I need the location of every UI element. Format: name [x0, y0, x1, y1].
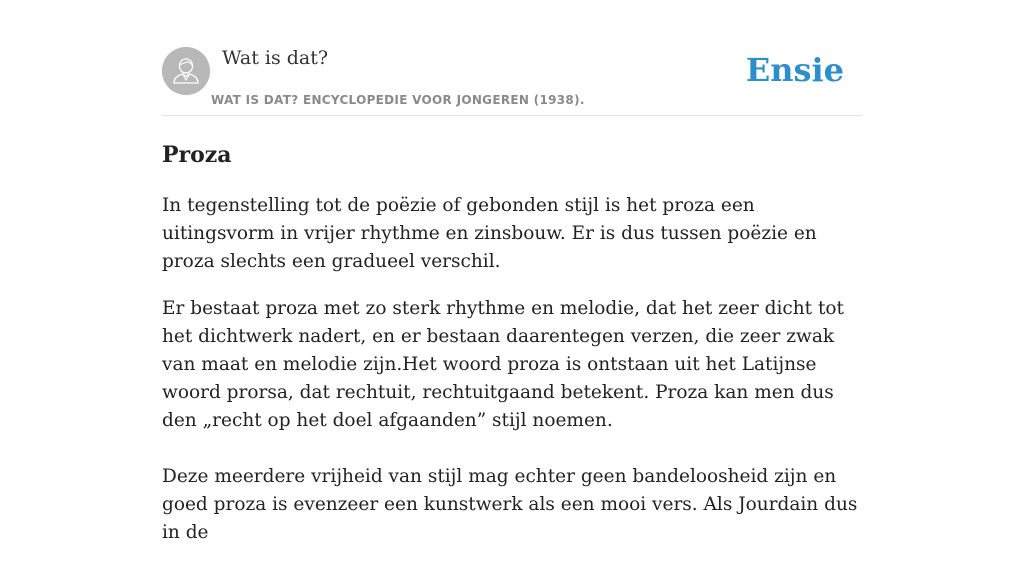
article-paragraph: In tegenstelling tot de poëzie of gebonden stijl is het proza een uitingsvorm in vrijer rhythme en zinsbouw. Er is dus tussen poëzie en proza slechts een gradueel verschil. — [162, 195, 817, 272]
person-outline-icon — [162, 47, 210, 95]
page-title: Proza — [162, 142, 232, 168]
article-header — [162, 46, 862, 116]
article-paragraph: Deze meerdere vrijheid van stijl mag echter geen bandeloosheid zijn en goed proza is evenzeer een kunstwerk als een mooi vers. Als Jourdain dus in de — [162, 466, 858, 543]
source-label[interactable]: WAT IS DAT? ENCYCLOPEDIE VOOR JONGEREN (1938). — [211, 93, 585, 107]
article-paragraph: Er bestaat proza met zo sterk rhythme en melodie, dat het zeer dicht tot het dichtwerk nadert, en er bestaan daarentegen verzen, die zeer zwak van maat en melodie zijn.Het woord proza is ontstaan uit het Latijnse woord prorsa, dat rechtuit, rechtuitgaand betekent. Proza kan men dus den „recht op het doel afgaanden” stijl noemen. — [162, 298, 844, 431]
article-body — [162, 192, 862, 566]
user-avatar-icon[interactable] — [162, 47, 210, 95]
author-name[interactable]: Wat is dat? — [222, 47, 329, 69]
ensie-logo[interactable]: Ensie — [745, 51, 844, 89]
